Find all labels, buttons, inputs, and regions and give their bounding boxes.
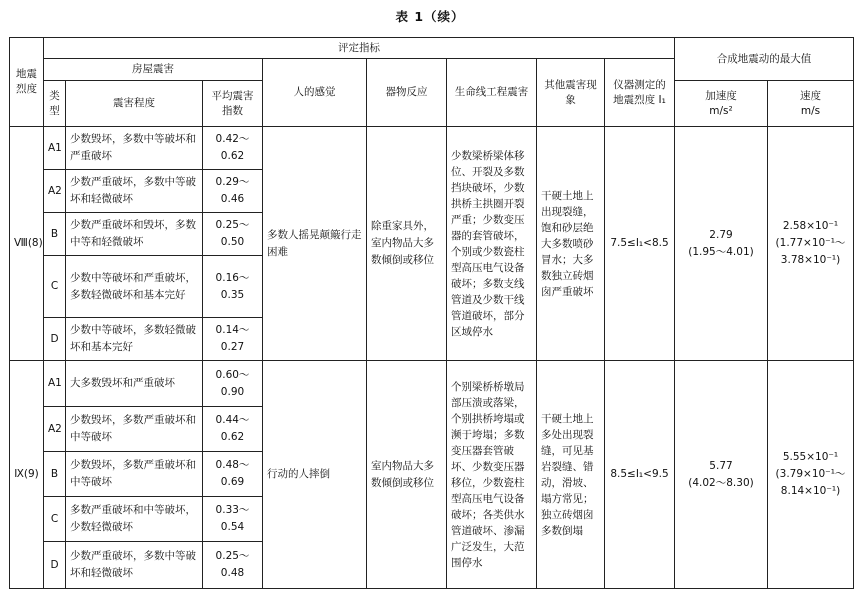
degree-cell: 少数毁坏，多数严重破坏和中等破坏 bbox=[66, 407, 203, 452]
human-cell: 行动的人摔倒 bbox=[263, 361, 367, 589]
type-cell: C bbox=[44, 497, 66, 542]
type-cell: B bbox=[44, 452, 66, 497]
lifeline-cell: 个别梁桥桥墩局部压溃或落梁，个别拱桥垮塌或濒于垮塌；多数变压器套管破坏、少数变压器移位，少数瓷柱型高压电气设备破坏；各类供水管道破坏、渗漏广泛发生，大范围停水 bbox=[447, 361, 537, 589]
avg-index-cell: 0.33～ 0.54 bbox=[203, 497, 263, 542]
type-cell: A2 bbox=[44, 407, 66, 452]
degree-cell: 大多数毁坏和严重破坏 bbox=[66, 361, 203, 407]
type-cell: A1 bbox=[44, 361, 66, 407]
avg-index-cell: 0.44～ 0.62 bbox=[203, 407, 263, 452]
type-cell: C bbox=[44, 256, 66, 318]
degree-cell: 少数严重破坏，多数中等破坏和轻微破坏 bbox=[66, 542, 203, 589]
degree-cell: 少数严重破坏和毁坏，多数中等和轻微破坏 bbox=[66, 213, 203, 256]
other-cell: 干硬土地上多处出现裂缝，可见基岩裂缝、错动，滑坡、塌方常见；独立砖烟囱多数倒塌 bbox=[537, 361, 605, 589]
avg-index-cell: 0.48～ 0.69 bbox=[203, 452, 263, 497]
header-max-motion: 合成地震动的最大值 bbox=[675, 38, 854, 81]
degree-cell: 少数严重破坏，多数中等破坏和轻微破坏 bbox=[66, 170, 203, 213]
velocity-cell: 5.55×10⁻¹ (3.79×10⁻¹～ 8.14×10⁻¹) bbox=[768, 361, 854, 589]
header-type: 类型 bbox=[44, 81, 66, 127]
type-cell: A2 bbox=[44, 170, 66, 213]
header-other: 其他震害现象 bbox=[537, 59, 605, 127]
degree-cell: 少数中等破坏和严重破坏，多数轻微破坏和基本完好 bbox=[66, 256, 203, 318]
other-cell: 干硬土地上出现裂缝，饱和砂层绝大多数喷砂冒水；大多数独立砖烟囱严重破坏 bbox=[537, 127, 605, 361]
degree-cell: 少数毁坏，多数严重破坏和中等破坏 bbox=[66, 452, 203, 497]
type-cell: D bbox=[44, 542, 66, 589]
type-cell: D bbox=[44, 318, 66, 361]
header-avg-index: 平均震害指数 bbox=[203, 81, 263, 127]
table-row bbox=[10, 361, 854, 407]
avg-index-cell: 0.42～ 0.62 bbox=[203, 127, 263, 170]
avg-index-cell: 0.16～ 0.35 bbox=[203, 256, 263, 318]
header-eval-group: 评定指标 bbox=[44, 38, 675, 59]
header-damage-degree: 震害程度 bbox=[66, 81, 203, 127]
header-lifeline: 生命线工程震害 bbox=[447, 59, 537, 127]
human-cell: 多数人摇晃颠簸行走困难 bbox=[263, 127, 367, 361]
intensity-table bbox=[9, 37, 854, 589]
degree-cell: 少数毁坏，多数中等破坏和严重破坏 bbox=[66, 127, 203, 170]
avg-index-cell: 0.25～ 0.48 bbox=[203, 542, 263, 589]
header-accel: 加速度 m/s² bbox=[675, 81, 768, 127]
header-objects: 器物反应 bbox=[367, 59, 447, 127]
velocity-cell: 2.58×10⁻¹ (1.77×10⁻¹～ 3.78×10⁻¹) bbox=[768, 127, 854, 361]
degree-cell: 少数中等破坏，多数轻微破坏和基本完好 bbox=[66, 318, 203, 361]
avg-index-cell: 0.14～ 0.27 bbox=[203, 318, 263, 361]
intensity-cell: Ⅷ(8) bbox=[10, 127, 44, 361]
lifeline-cell: 少数梁桥梁体移位、开裂及多数挡块破坏，少数拱桥主拱圈开裂严重；少数变压器的套管破坏，个别或少数瓷柱型高压电气设备破坏；多数支线管道及少数干线管道破坏，部分区域停水 bbox=[447, 127, 537, 361]
avg-index-cell: 0.25～ 0.50 bbox=[203, 213, 263, 256]
accel-cell: 2.79 (1.95～4.01) bbox=[675, 127, 768, 361]
objects-cell: 室内物品大多数倾倒或移位 bbox=[367, 361, 447, 589]
header-velocity: 速度 m/s bbox=[768, 81, 854, 127]
avg-index-cell: 0.60～ 0.90 bbox=[203, 361, 263, 407]
table-caption: 表 1（续） bbox=[395, 9, 465, 24]
header-house-damage: 房屋震害 bbox=[44, 59, 263, 81]
type-cell: B bbox=[44, 213, 66, 256]
avg-index-cell: 0.29～ 0.46 bbox=[203, 170, 263, 213]
instrument-cell: 7.5≤I₁<8.5 bbox=[605, 127, 675, 361]
header-intensity: 地震烈度 bbox=[10, 38, 44, 127]
accel-cell: 5.77 (4.02～8.30) bbox=[675, 361, 768, 589]
header-human: 人的感觉 bbox=[263, 59, 367, 127]
degree-cell: 多数严重破坏和中等破坏，少数轻微破坏 bbox=[66, 497, 203, 542]
intensity-cell: Ⅸ(9) bbox=[10, 361, 44, 589]
table-row bbox=[10, 127, 854, 170]
instrument-cell: 8.5≤I₁<9.5 bbox=[605, 361, 675, 589]
type-cell: A1 bbox=[44, 127, 66, 170]
header-instrument: 仪器测定的地震烈度 I₁ bbox=[605, 59, 675, 127]
objects-cell: 除重家具外，室内物品大多数倾倒或移位 bbox=[367, 127, 447, 361]
